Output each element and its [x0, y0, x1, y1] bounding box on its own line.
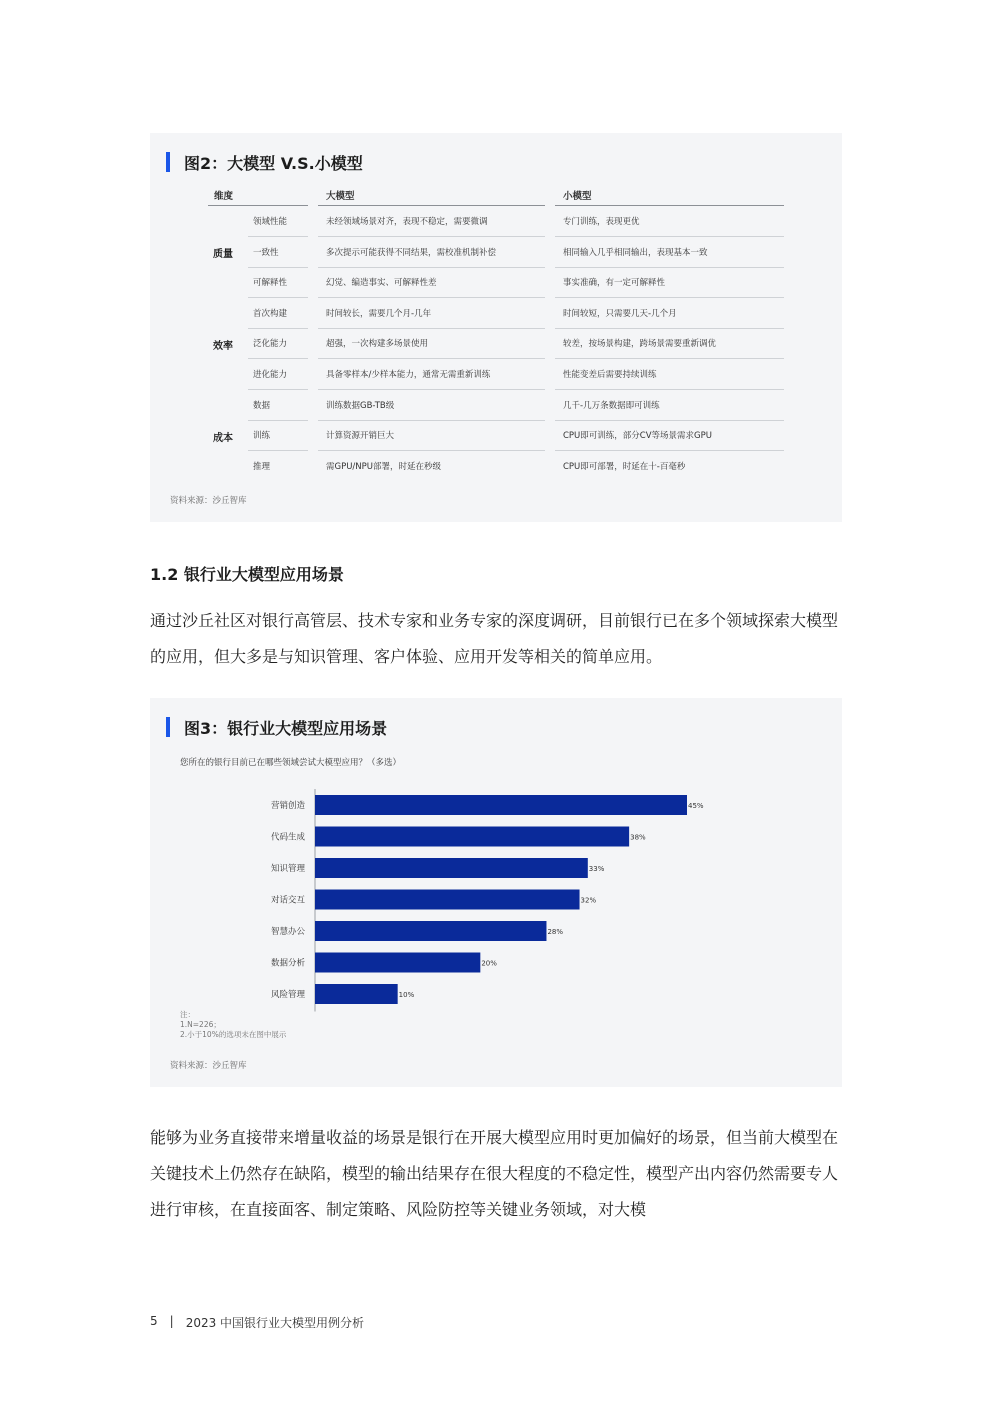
row-small-model: 几千-几万条数据即可训练 — [563, 400, 660, 411]
row-divider — [248, 328, 308, 329]
figure3-source: 资料来源：沙丘智库 — [170, 1061, 247, 1071]
category-label: 代码生成 — [270, 832, 305, 843]
row-dimension: 数据 — [253, 400, 271, 411]
header-rule — [208, 205, 308, 206]
row-divider — [318, 236, 545, 237]
note-line: 2.小于10%的选项未在图中展示 — [180, 1030, 287, 1039]
row-large-model: 多次提示可能获得不同结果，需校准机制补偿 — [326, 247, 497, 258]
header-rule — [555, 205, 784, 206]
bar — [315, 984, 398, 1004]
category-label: 营销创造 — [270, 801, 305, 811]
header-large-model: 大模型 — [326, 191, 355, 202]
row-divider — [248, 420, 308, 421]
title-accent-bar — [166, 152, 170, 172]
row-large-model: 训练数据GB-TB级 — [326, 400, 395, 411]
row-divider — [555, 328, 784, 329]
row-dimension: 一致性 — [253, 247, 279, 258]
row-divider — [248, 267, 308, 268]
bar — [315, 890, 580, 910]
value-label: 28% — [547, 928, 564, 936]
row-small-model: 事实准确，有一定可解释性 — [563, 278, 666, 289]
row-large-model: 具备零样本/少样本能力，通常无需重新训练 — [326, 370, 491, 380]
row-divider — [555, 297, 784, 298]
survey-question: 您所在的银行目前已在哪些领域尝试大模型应用？（多选） — [180, 758, 402, 768]
header-dimension: 维度 — [214, 191, 234, 202]
figure2-title — [166, 151, 363, 173]
section-heading: 1.2 银行业大模型应用场景 — [150, 565, 344, 584]
footer-separator: | — [169, 1314, 174, 1328]
row-divider — [555, 267, 784, 268]
group-label-quality: 质量 — [213, 249, 233, 260]
bar — [315, 858, 588, 878]
row-large-model: 时间较长，需要几个月-几年 — [326, 308, 432, 319]
row-dimension: 推理 — [253, 461, 271, 472]
row-large-model: 计算资源开销巨大 — [326, 431, 395, 442]
row-small-model: 相同输入几乎相同输出，表现基本一致 — [563, 247, 708, 258]
value-label: 38% — [630, 833, 646, 842]
row-divider — [555, 420, 784, 421]
row-divider — [555, 236, 784, 237]
row-divider — [318, 267, 545, 268]
bar — [315, 921, 546, 941]
header-rule — [318, 205, 545, 206]
category-label: 知识管理 — [270, 864, 305, 874]
page-number: 5 — [150, 1314, 158, 1328]
row-dimension: 训练 — [253, 431, 271, 442]
body-paragraph: 能够为业务直接带来增量收益的场景是银行在开展大模型应用时更加偏好的场景，但当前大模型在关键技术上仍然存在缺陷，模型的输出结果存在很大程度的不稳定性，模型产出内容仍然需要专人进行审核，在直接面客、制定策略、风险防控等关键业务领域，对大模 — [150, 1128, 839, 1219]
section-paragraph: 通过沙丘社区对银行高管层、技术专家和业务专家的深度调研，目前银行已在多个领域探索大模型的应用，但大多是与知识管理、客户体验、应用开发等相关的简单应用。 — [150, 611, 839, 666]
row-small-model: 时间较短，只需要几天-几个月 — [563, 308, 677, 319]
figure3-panel — [150, 698, 842, 1087]
bar — [315, 827, 629, 847]
value-label: 45% — [688, 802, 704, 810]
row-dimension: 进化能力 — [253, 370, 288, 380]
row-dimension: 领域性能 — [253, 217, 288, 227]
figure2-title-text: 图2：大模型 V.S.小模型 — [184, 153, 363, 173]
row-small-model: CPU即可部署，时延在十-百毫秒 — [563, 461, 686, 472]
row-small-model: CPU即可训练，部分CV等场景需求GPU — [563, 431, 712, 442]
row-divider — [318, 450, 545, 451]
row-large-model: 未经领域场景对齐，表现不稳定，需要微调 — [326, 217, 488, 227]
row-divider — [555, 358, 784, 359]
value-label: 10% — [398, 991, 415, 999]
header-small-model: 小模型 — [563, 191, 592, 202]
bar — [315, 795, 687, 815]
row-divider — [555, 450, 784, 451]
category-label: 数据分析 — [270, 958, 305, 969]
category-label: 风险管理 — [270, 990, 305, 1000]
row-small-model: 性能变差后需要持续训练 — [563, 370, 657, 380]
group-label-efficiency: 效率 — [213, 341, 233, 352]
row-divider — [248, 358, 308, 359]
figure3-title-text: 图3：银行业大模型应用场景 — [184, 718, 388, 738]
row-divider — [248, 236, 308, 237]
row-divider — [248, 450, 308, 451]
value-label: 33% — [588, 865, 605, 873]
chart-notes — [180, 1010, 286, 1040]
row-divider — [318, 389, 545, 390]
row-large-model: 超强，一次构建多场景使用 — [326, 339, 429, 350]
row-dimension: 泛化能力 — [253, 339, 288, 350]
row-divider — [248, 297, 308, 298]
row-small-model: 专门训练，表现更优 — [563, 217, 640, 227]
value-label: 20% — [481, 959, 497, 968]
row-divider — [318, 297, 545, 298]
row-divider — [318, 328, 545, 329]
group-label-cost: 成本 — [213, 433, 233, 444]
value-label: 32% — [580, 896, 597, 905]
footer-doc-title: 2023 中国银行业大模型用例分析 — [185, 1316, 365, 1330]
row-divider — [318, 420, 545, 421]
category-label: 对话交互 — [270, 895, 305, 906]
note-line: 注： — [180, 1010, 195, 1019]
figure2-source: 资料来源：沙丘智库 — [170, 496, 247, 506]
row-dimension: 可解释性 — [253, 278, 288, 289]
row-large-model: 需GPU/NPU部署，时延在秒级 — [326, 461, 442, 472]
row-small-model: 较差，按场景构建，跨场景需要重新调优 — [563, 339, 717, 350]
category-label: 智慧办公 — [270, 927, 305, 937]
row-divider — [318, 358, 545, 359]
bar — [315, 953, 480, 973]
row-large-model: 幻觉、编造事实、可解释性差 — [326, 278, 437, 289]
figure2-panel — [150, 133, 842, 522]
row-divider — [248, 389, 308, 390]
page-footer — [150, 1314, 364, 1331]
row-divider — [555, 389, 784, 390]
note-line: 1.N=226； — [180, 1020, 221, 1029]
row-dimension: 首次构建 — [253, 308, 288, 319]
